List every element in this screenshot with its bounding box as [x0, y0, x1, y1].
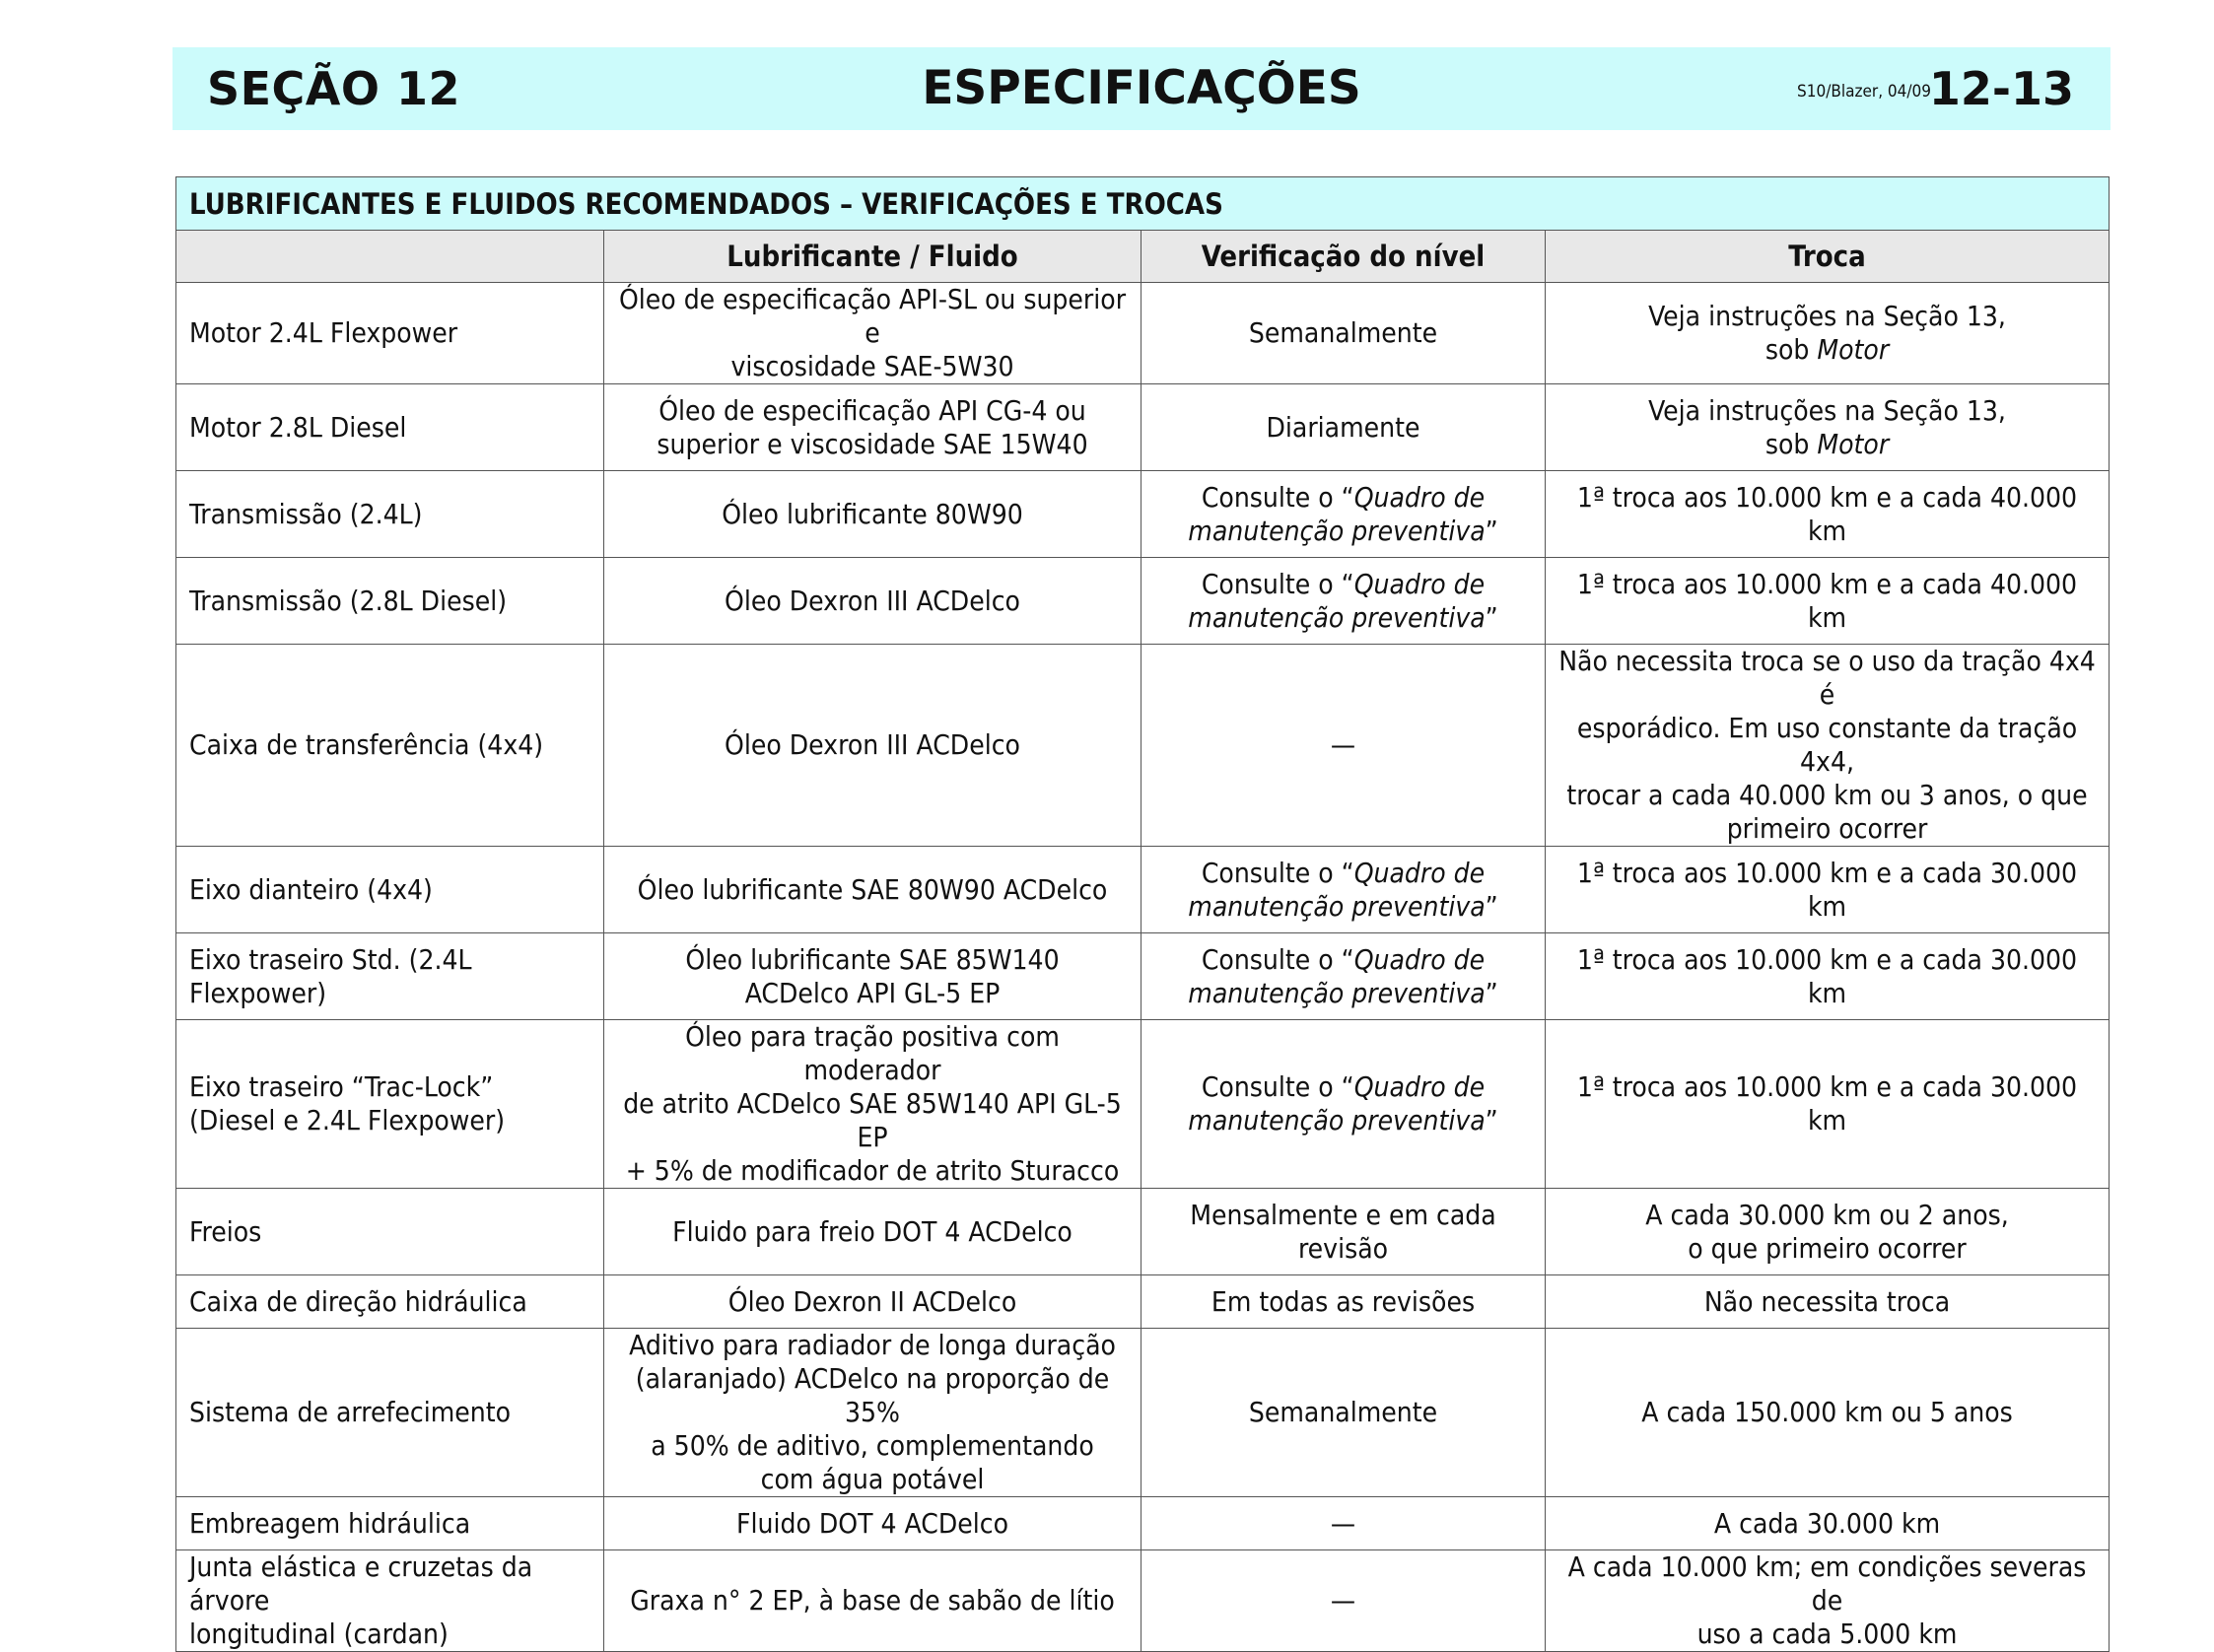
cell-item [176, 645, 604, 847]
cell-text: 1ª troca aos 10.000 km e a cada 40.000 km [1576, 567, 2078, 634]
cell-line: Óleo Dexron II ACDelco [727, 1284, 1017, 1318]
cell-text: 1ª troca aos 10.000 km e a cada 40.000 km [1576, 480, 2078, 547]
italic-text: manutenção preventiva [1188, 514, 1486, 547]
cell-line [1556, 712, 2099, 779]
cell-line [1151, 411, 1535, 445]
cell-item [176, 847, 604, 933]
italic-text: manutenção preventiva [1188, 976, 1486, 1009]
cell-line: Fluido DOT 4 ACDelco [736, 1506, 1008, 1540]
cell-fluid [604, 847, 1142, 933]
cell-line: Freios [189, 1214, 262, 1248]
table-row [176, 471, 2110, 558]
cell-line: (Diesel e 2.4L Flexpower) [189, 1104, 506, 1136]
cell-line: Aditivo para radiador de longa duração [629, 1329, 1116, 1361]
cell-change [1546, 558, 2110, 645]
italic-text: Quadro de [1353, 942, 1486, 976]
cell-line [1556, 481, 2099, 548]
cell-line [1556, 1285, 2099, 1319]
cell-text: trocar a cada 40.000 km ou 3 anos, o que [1566, 779, 2088, 811]
cell-fluid [604, 1020, 1142, 1189]
cell-line [1151, 568, 1535, 601]
cell-check [1142, 1189, 1546, 1275]
cell-change [1546, 283, 2110, 384]
cell-line: Eixo dianteiro (4x4) [189, 872, 433, 906]
cell-line [1151, 601, 1535, 635]
column-header-fluid: Lubrificante / Fluido [604, 231, 1142, 283]
table-row [176, 283, 2110, 384]
cell-line: Motor 2.8L Diesel [189, 410, 407, 444]
cell-item [176, 1550, 604, 1652]
cell-text: Consulte o “ [1201, 942, 1354, 976]
cell-item [176, 933, 604, 1020]
cell-line [1556, 428, 2099, 461]
cell-text: ” [1485, 514, 1498, 547]
cell-check [1142, 847, 1546, 933]
cell-check [1142, 1550, 1546, 1652]
table-row [176, 933, 2110, 1020]
cell-change [1546, 471, 2110, 558]
cell-check [1142, 645, 1546, 847]
cell-item [176, 1020, 604, 1189]
page-number: 12-13 [1928, 62, 2074, 115]
document-reference: S10/Blazer, 04/09 [1797, 82, 1931, 102]
cell-line [1556, 1396, 2099, 1429]
cell-text: A cada 150.000 km ou 5 anos [1641, 1396, 2013, 1428]
cell-text: Semanalmente [1248, 1396, 1438, 1428]
cell-text: 1ª troca aos 10.000 km e a cada 30.000 km [1576, 1070, 2078, 1136]
cell-check [1142, 471, 1546, 558]
italic-text: Motor [1817, 333, 1890, 366]
cell-fluid [604, 558, 1142, 645]
cell-fluid [604, 384, 1142, 471]
cell-change [1546, 1020, 2110, 1189]
italic-text: Quadro de [1353, 480, 1486, 514]
cell-line [1151, 943, 1535, 977]
cell-change [1546, 1497, 2110, 1550]
cell-line [1151, 1396, 1535, 1429]
cell-fluid [604, 1189, 1142, 1275]
cell-line [1556, 1507, 2099, 1541]
page-title: ESPECIFICAÇÕES [922, 61, 1361, 115]
cell-change [1546, 1189, 2110, 1275]
table-row [176, 558, 2110, 645]
cell-line [1556, 1550, 2099, 1618]
italic-text: Quadro de [1353, 1070, 1486, 1103]
cell-change [1546, 1550, 2110, 1652]
cell-text: — [1330, 1506, 1356, 1540]
cell-line [1556, 1070, 2099, 1137]
cell-text: A cada 30.000 km [1713, 1506, 1941, 1540]
cell-text: Consulte o “ [1201, 856, 1354, 889]
cell-check [1142, 558, 1546, 645]
italic-text: manutenção preventiva [1188, 889, 1486, 923]
cell-text: — [1330, 1584, 1356, 1617]
cell-line [1556, 1618, 2099, 1651]
section-number: SEÇÃO 12 [207, 62, 461, 115]
cell-text: Mensalmente e em cada revisão [1190, 1198, 1496, 1265]
cell-text: Consulte o “ [1201, 1070, 1354, 1103]
cell-line [1556, 1232, 2099, 1266]
cell-text: esporádico. Em uso constante da tração 4x4, [1576, 712, 2078, 778]
table-row [176, 384, 2110, 471]
cell-item [176, 471, 604, 558]
cell-line [1151, 481, 1535, 515]
cell-line: Transmissão (2.4L) [189, 497, 423, 530]
cell-line [1556, 333, 2099, 367]
table-row [176, 645, 2110, 847]
cell-text: Consulte o “ [1201, 567, 1354, 600]
cell-fluid [604, 1275, 1142, 1329]
cell-line [1151, 316, 1535, 350]
cell-line: Caixa de direção hidráulica [189, 1284, 527, 1318]
cell-line: Graxa n° 2 EP, à base de sabão de lítio [630, 1584, 1115, 1617]
cell-text: Veja instruções na Seção 13, [1648, 393, 2006, 427]
cell-line: longitudinal (cardan) [189, 1618, 449, 1650]
cell-line [1151, 1285, 1535, 1319]
cell-line [1151, 1584, 1535, 1618]
cell-item [176, 1329, 604, 1497]
cell-text: ” [1485, 600, 1498, 634]
table-row [176, 1189, 2110, 1275]
cell-line [1556, 1199, 2099, 1232]
cell-fluid [604, 1329, 1142, 1497]
cell-line: Óleo de especificação API-SL ou superior e [618, 283, 1127, 349]
cell-text: Em todas as revisões [1211, 1284, 1476, 1318]
cell-line [1556, 943, 2099, 1010]
cell-check [1142, 1275, 1546, 1329]
cell-fluid [604, 933, 1142, 1020]
cell-line [1151, 890, 1535, 924]
column-header-check: Verificação do nível [1142, 231, 1546, 283]
cell-line: Óleo lubrificante SAE 80W90 ACDelco [637, 872, 1108, 906]
cell-item [176, 1275, 604, 1329]
cell-line: Sistema de arrefecimento [189, 1396, 512, 1428]
cell-line: a 50% de aditivo, complementando [651, 1429, 1094, 1462]
cell-text: A cada 30.000 km ou 2 anos, [1645, 1198, 2009, 1231]
cell-text: o que primeiro ocorrer [1688, 1231, 1967, 1265]
cell-item [176, 558, 604, 645]
cell-line [1556, 568, 2099, 635]
italic-text: Motor [1817, 427, 1890, 460]
cell-line: Óleo lubrificante 80W90 [722, 497, 1023, 530]
cell-check [1142, 1329, 1546, 1497]
cell-line [1151, 857, 1535, 890]
cell-text: Consulte o “ [1201, 480, 1354, 514]
cell-line [1556, 812, 2099, 846]
cell-text: ” [1485, 976, 1498, 1009]
cell-line [1556, 300, 2099, 333]
italic-text: Quadro de [1353, 856, 1486, 889]
cell-fluid [604, 1550, 1142, 1652]
cell-line [1151, 1507, 1535, 1541]
table-row [176, 1329, 2110, 1497]
table-title: LUBRIFICANTES E FLUIDOS RECOMENDADOS – VERIFICAÇÕES E TROCAS [176, 177, 2110, 231]
column-header-change: Troca [1546, 231, 2110, 283]
cell-line [1151, 1199, 1535, 1266]
cell-change [1546, 933, 2110, 1020]
cell-fluid [604, 1497, 1142, 1550]
cell-text: primeiro ocorrer [1726, 812, 1928, 845]
cell-line: Embreagem hidráulica [189, 1506, 471, 1540]
cell-line: Óleo lubrificante SAE 85W140 [685, 942, 1060, 976]
table-row [176, 1550, 2110, 1652]
table-title-row [176, 177, 2110, 231]
cell-text: A cada 10.000 km; em condições severas de [1567, 1550, 2087, 1617]
italic-text: Quadro de [1353, 567, 1486, 600]
cell-line: Óleo para tração positiva com moderador [685, 1020, 1060, 1086]
cell-text: sob [1764, 333, 1818, 366]
cell-line: Eixo traseiro Std. (2.4L Flexpower) [189, 942, 472, 1009]
cell-check [1142, 933, 1546, 1020]
cell-line [1151, 977, 1535, 1010]
cell-text: 1ª troca aos 10.000 km e a cada 30.000 km [1576, 856, 2078, 923]
cell-line [1556, 645, 2099, 712]
cell-text: Não necessita troca [1703, 1284, 1951, 1318]
section-header [173, 47, 2110, 130]
cell-item [176, 1497, 604, 1550]
cell-change [1546, 384, 2110, 471]
table-row [176, 847, 2110, 933]
cell-change [1546, 847, 2110, 933]
cell-line [1151, 515, 1535, 548]
table-header-row [176, 231, 2110, 283]
cell-line: com água potável [760, 1463, 985, 1495]
lubricants-table [175, 176, 2110, 1652]
cell-line: + 5% de modificador de atrito Sturacco [625, 1154, 1120, 1187]
cell-line [1556, 394, 2099, 428]
cell-line [1151, 728, 1535, 762]
cell-item [176, 1189, 604, 1275]
cell-item [176, 283, 604, 384]
cell-text: ” [1485, 889, 1498, 923]
cell-line [1151, 1070, 1535, 1104]
cell-line [1556, 857, 2099, 924]
cell-check [1142, 1497, 1546, 1550]
cell-line: Eixo traseiro “Trac-Lock” [189, 1070, 494, 1103]
cell-text: Não necessita troca se o uso da tração 4x4 é [1558, 645, 2096, 711]
table-row [176, 1497, 2110, 1550]
cell-line: Motor 2.4L Flexpower [189, 316, 458, 349]
cell-check [1142, 1020, 1546, 1189]
cell-text: — [1330, 728, 1356, 761]
cell-text: Diariamente [1266, 410, 1420, 444]
cell-change [1546, 645, 2110, 847]
cell-text: uso a cada 5.000 km [1696, 1618, 1958, 1650]
cell-text: 1ª troca aos 10.000 km e a cada 30.000 km [1576, 942, 2078, 1009]
cell-line: Caixa de transferência (4x4) [189, 728, 544, 761]
cell-line: Fluido para freio DOT 4 ACDelco [672, 1214, 1072, 1248]
cell-line: superior e viscosidade SAE 15W40 [657, 427, 1088, 460]
cell-line: de atrito ACDelco SAE 85W140 API GL-5 EP [623, 1087, 1122, 1153]
cell-text: Semanalmente [1248, 316, 1438, 349]
cell-fluid [604, 471, 1142, 558]
table-row [176, 1275, 2110, 1329]
cell-line: Óleo Dexron III ACDelco [725, 728, 1020, 761]
cell-line: Transmissão (2.8L Diesel) [189, 584, 508, 617]
column-header-item [176, 231, 604, 283]
cell-line: Óleo Dexron III ACDelco [725, 584, 1020, 617]
table-row [176, 1020, 2110, 1189]
cell-line: Óleo de especificação API CG-4 ou [658, 393, 1086, 427]
cell-line [1151, 1104, 1535, 1137]
cell-line: viscosidade SAE-5W30 [730, 350, 1014, 382]
cell-text: Veja instruções na Seção 13, [1648, 300, 2006, 332]
cell-change [1546, 1275, 2110, 1329]
italic-text: manutenção preventiva [1188, 1104, 1486, 1136]
cell-check [1142, 283, 1546, 384]
cell-line: Junta elástica e cruzetas da árvore [189, 1550, 533, 1617]
cell-line: (alaranjado) ACDelco na proporção de 35% [635, 1362, 1110, 1428]
cell-change [1546, 1329, 2110, 1497]
cell-text: sob [1764, 427, 1818, 460]
cell-fluid [604, 645, 1142, 847]
cell-text: ” [1485, 1104, 1498, 1136]
cell-line: ACDelco API GL-5 EP [744, 976, 1001, 1009]
cell-item [176, 384, 604, 471]
cell-check [1142, 384, 1546, 471]
cell-fluid [604, 283, 1142, 384]
italic-text: manutenção preventiva [1188, 600, 1486, 634]
cell-line [1556, 779, 2099, 812]
